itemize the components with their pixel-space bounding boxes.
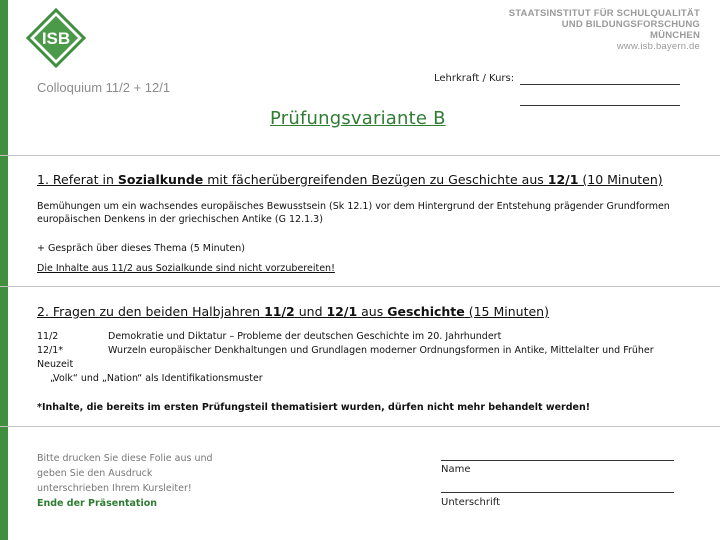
isb-logo [26,8,86,68]
left-accent-bar [0,0,8,540]
print-line: Bitte drucken Sie diese Folie aus und [37,453,213,464]
topic-text: Demokratie und Diktatur – Probleme der deutschen Geschichte im 20. Jahrhundert [108,331,502,342]
teacher-course-line [520,84,680,85]
institute-website: www.isb.bayern.de [616,41,700,52]
divider [0,155,720,156]
section1-heading: 1. Referat in Sozialkunde mit fächerübergreifenden Bezügen zu Geschichte aus 12/1 (10 Minuten) [37,172,663,187]
print-line: unterschrieben Ihrem Kursleiter! [37,483,192,494]
section1-discussion: + Gespräch über dieses Thema (5 Minuten) [37,243,245,254]
topic-term: Neuzeit [37,359,74,370]
name-line [441,460,674,461]
footnote: *Inhalte, die bereits im ersten Prüfungsteil thematisiert wurden, dürfen nicht mehr behandelt werden! [37,402,591,413]
teacher-course-line [520,105,680,106]
end-of-presentation: Ende der Präsentation [37,498,157,509]
logo-text: ISB [41,29,71,48]
divider [0,286,720,287]
name-label: Name [441,464,471,475]
print-line: geben Sie den Ausdruck [37,468,153,479]
topic-text: Wurzeln europäischer Denkhaltungen und Grundlagen moderner Ordnungsformen in Antike, Mittelalter und Früher [108,345,654,356]
institute-line: STAATSINSTITUT FÜR SCHULQUALITÄT [508,8,700,19]
topic-term: 11/2 [37,331,59,342]
institute-name [509,8,700,52]
institute-line: MÜNCHEN [650,30,700,41]
section2-heading: 2. Fragen zu den beiden Halbjahren 11/2 und 12/1 aus Geschichte (15 Minuten) [37,304,549,319]
teacher-course-label: Lehrkraft / Kurs: [434,73,515,84]
colloquium-label: Colloquium 11/2 + 12/1 [37,80,171,95]
signature-line [441,492,674,493]
divider [0,426,720,427]
institute-line: UND BILDUNGSFORSCHUNG [561,19,700,30]
section1-note: Die Inhalte aus 11/2 aus Sozialkunde sind nicht vorzubereiten! [37,263,335,274]
page-title: Prüfungsvariante B [270,108,446,129]
topic-text: „Volk“ und „Nation“ als Identifikationsmuster [50,373,263,384]
print-instruction [37,451,237,511]
signature-label: Unterschrift [441,497,501,508]
topic-term: 12/1* [37,345,64,356]
section1-topic: Bemühungen um ein wachsendes europäisches Bewusstsein (Sk 12.1) vor dem Hintergrund der Entstehung prägender Grundformen europäischen Denkens in der griechischen Antike (G 12.1.3) [37,201,670,225]
